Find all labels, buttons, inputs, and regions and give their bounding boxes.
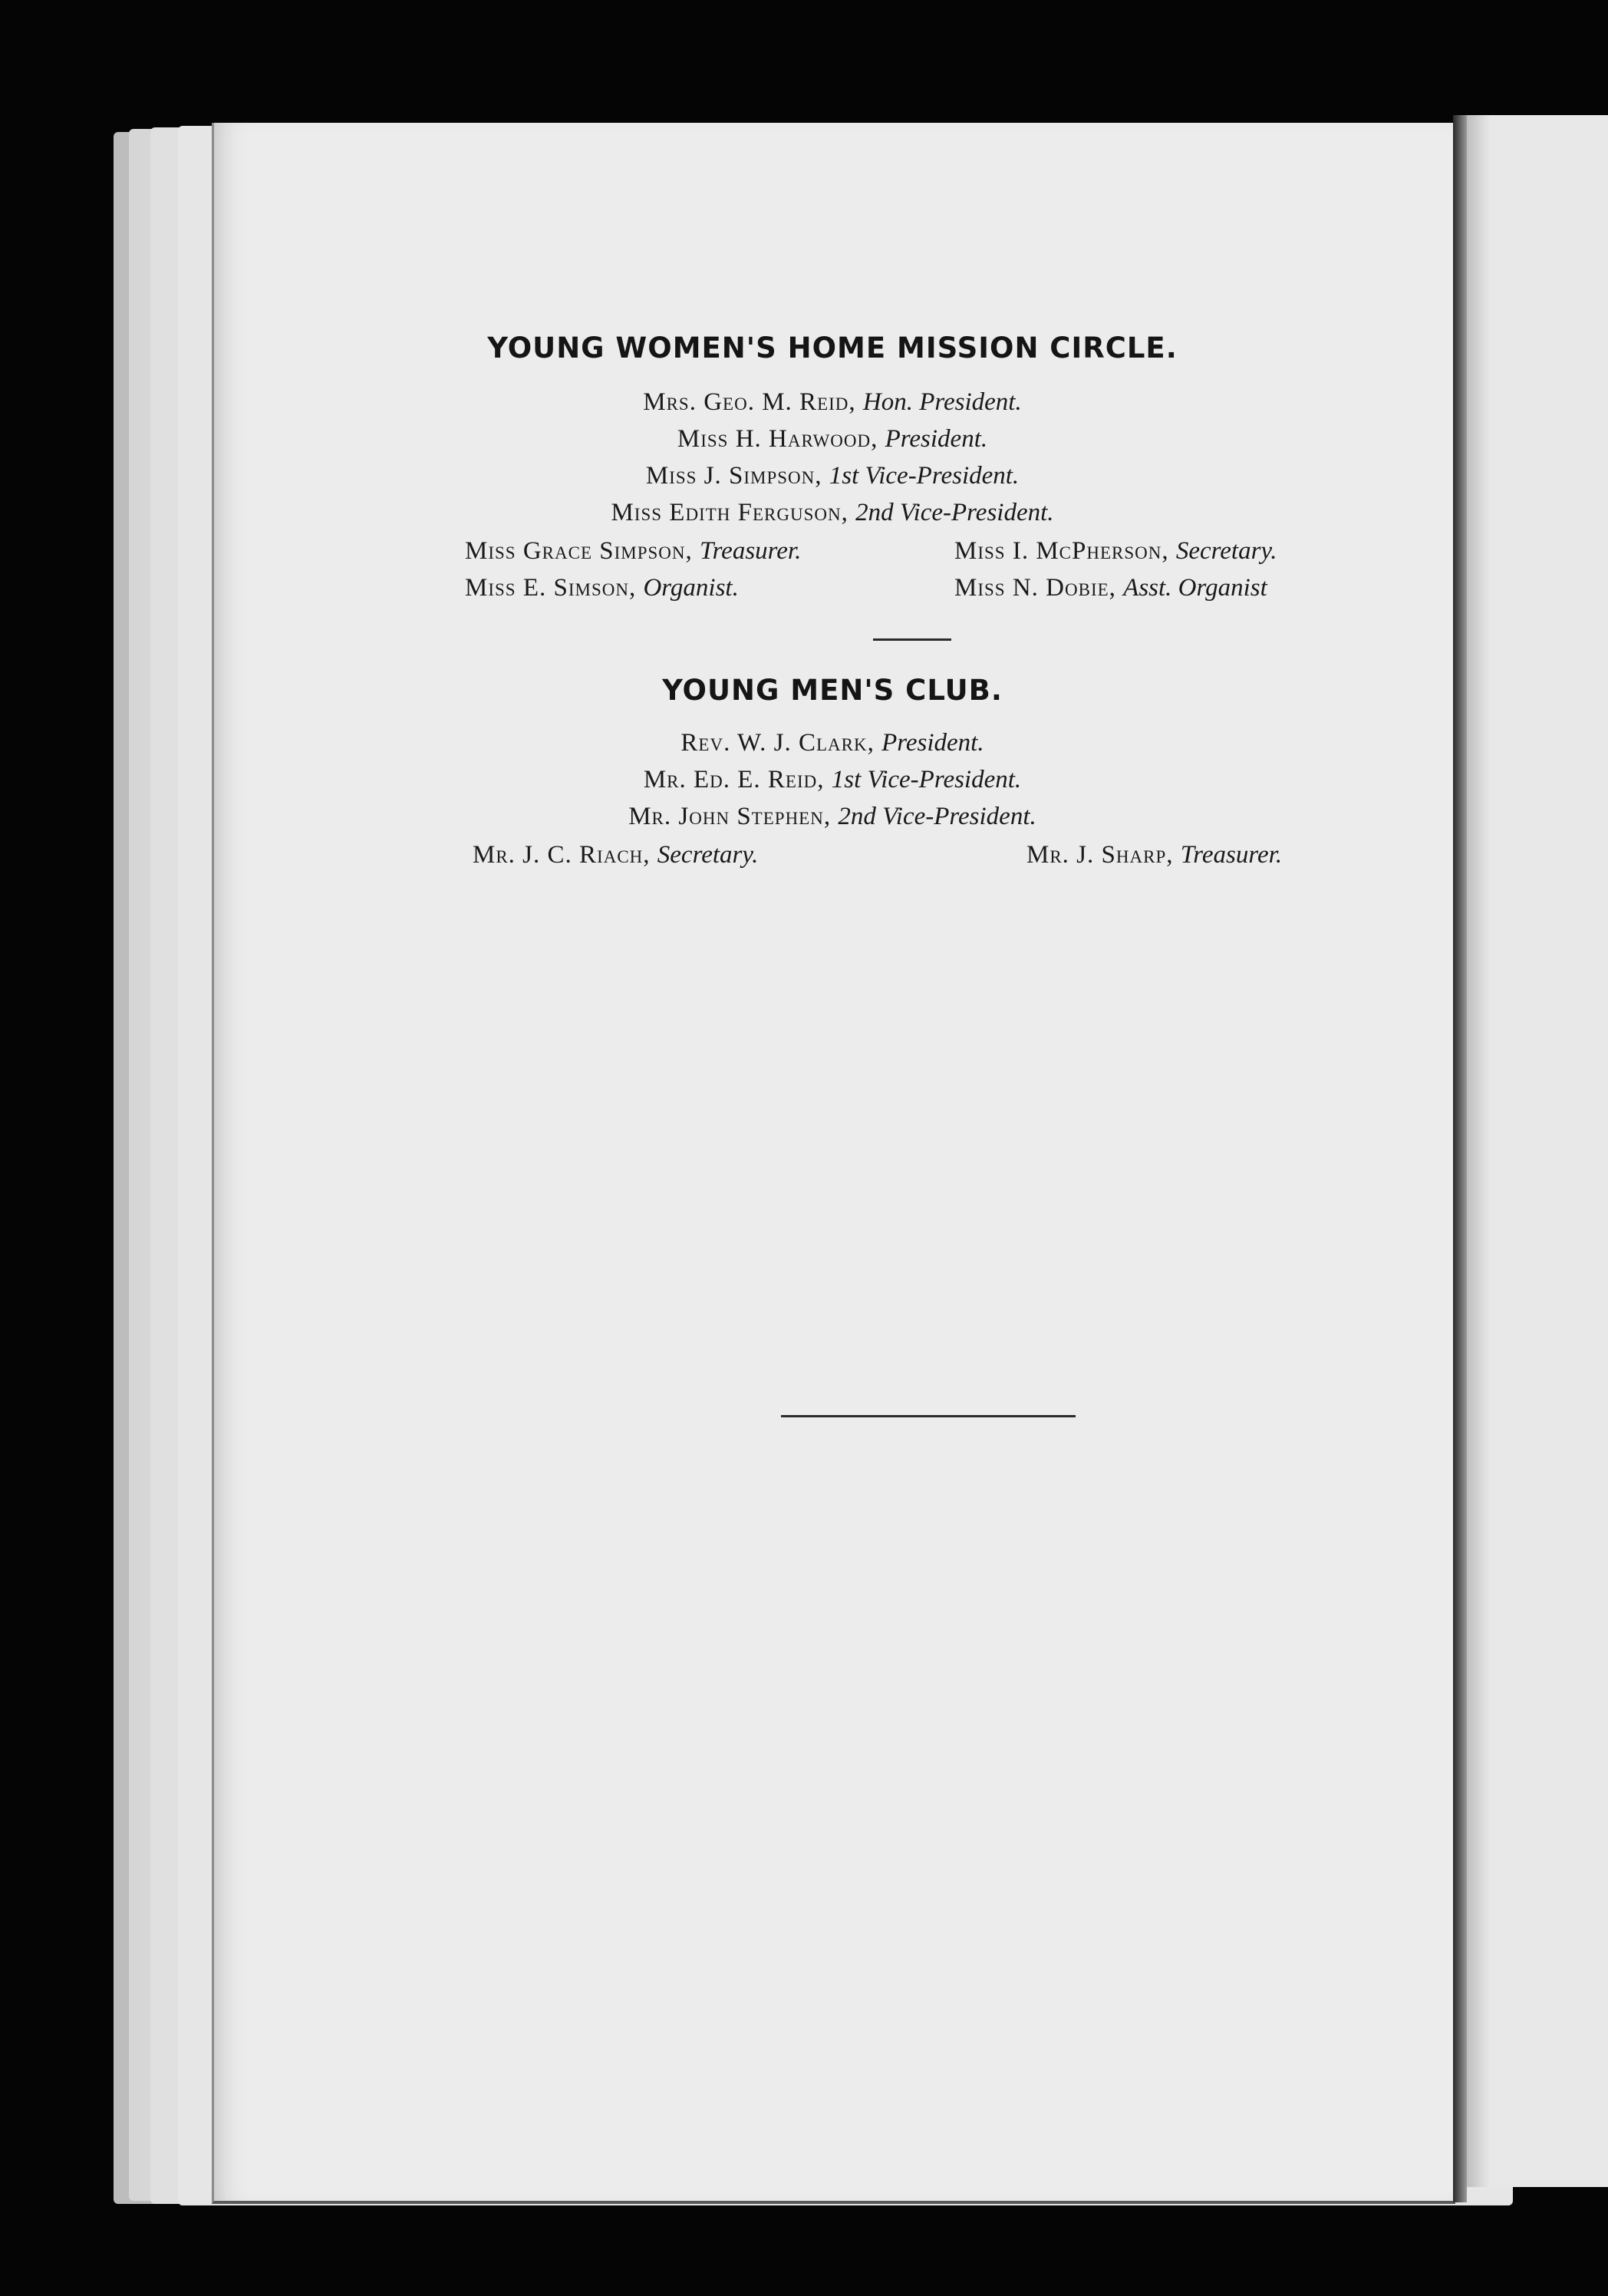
circle-heading: YOUNG WOMEN'S HOME MISSION CIRCLE.	[487, 332, 1178, 365]
club-officer	[212, 729, 1453, 757]
officer-role: 2nd Vice-President.	[838, 803, 1036, 830]
officer-name: Mrs. Geo. M. Reid,	[643, 388, 856, 416]
circle-officer-left	[465, 537, 801, 566]
officer-name: Miss J. Simpson,	[645, 462, 822, 490]
book-gutter	[1453, 115, 1467, 2202]
officer-name: Miss Grace Simpson,	[465, 537, 693, 565]
officer-role: Asst. Organist	[1123, 574, 1267, 602]
circle-officer	[212, 462, 1453, 490]
club-officer-right	[1026, 841, 1282, 869]
page-content	[212, 123, 1453, 2201]
officer-name: Miss N. Dobie,	[954, 574, 1116, 602]
end-rule	[781, 1415, 1076, 1417]
section-divider	[873, 638, 951, 641]
circle-officer-left	[465, 574, 739, 602]
officer-role: 1st Vice-President.	[831, 766, 1022, 793]
officer-role: Treasurer.	[1180, 841, 1283, 869]
officer-role: Secretary.	[1175, 537, 1277, 565]
officer-role: 1st Vice-President.	[829, 462, 1020, 490]
circle-officer	[212, 425, 1453, 454]
officer-role: 2nd Vice-President.	[855, 499, 1054, 526]
officer-role: Hon. President.	[862, 388, 1022, 416]
club-officer	[212, 803, 1453, 831]
officer-name: Miss Edith Ferguson,	[611, 499, 848, 526]
officer-name: Miss H. Harwood,	[677, 425, 878, 453]
gutter-shadow	[1467, 115, 1490, 2187]
officer-name: Mr. John Stephen,	[628, 803, 832, 830]
circle-officer	[212, 499, 1453, 527]
club-officer	[212, 766, 1453, 794]
circle-officer-right	[954, 537, 1277, 566]
officer-name: Mr. J. Sharp,	[1026, 841, 1174, 869]
officer-name: Miss E. Simson,	[465, 574, 637, 602]
officer-name: Rev. W. J. Clark,	[680, 729, 875, 757]
officer-name: Miss I. McPherson,	[954, 537, 1169, 565]
officer-role: Treasurer.	[700, 537, 802, 565]
officer-name: Mr. J. C. Riach,	[473, 841, 651, 869]
club-heading: YOUNG MEN'S CLUB.	[662, 674, 1003, 707]
club-officer-left	[473, 841, 758, 869]
officer-role: President.	[885, 425, 988, 453]
officer-role: President.	[881, 729, 984, 757]
circle-officer-right	[954, 574, 1267, 602]
officer-name: Mr. Ed. E. Reid,	[643, 766, 825, 793]
officer-role: Organist.	[643, 574, 739, 602]
circle-officer	[212, 388, 1453, 417]
officer-role: Secretary.	[657, 841, 759, 869]
